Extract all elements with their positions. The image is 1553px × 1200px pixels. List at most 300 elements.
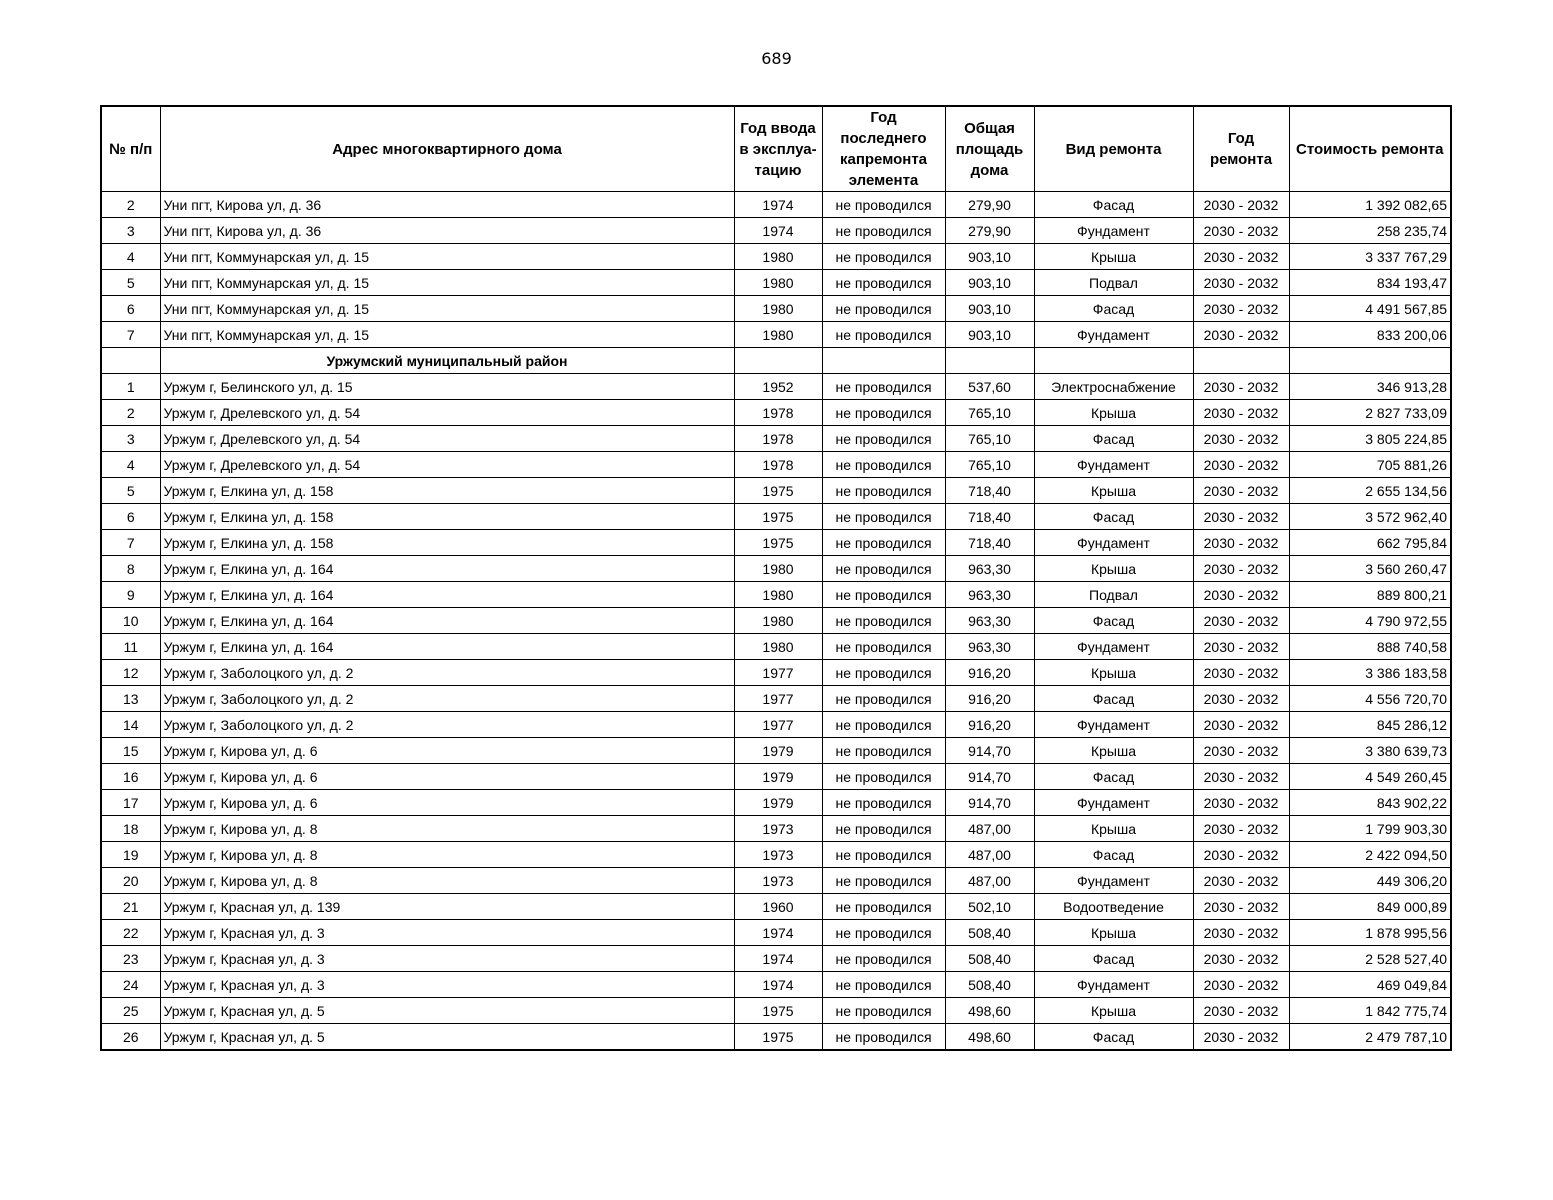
cell-repair-year: 2030 - 2032 [1193, 608, 1289, 634]
cell-year-built: 1973 [734, 842, 822, 868]
cell-area: 765,10 [945, 452, 1034, 478]
table-row [101, 322, 1451, 348]
cell-address: Уржум г, Красная ул, д. 5 [160, 1024, 734, 1051]
cell-year-last-repair: не проводился [822, 426, 945, 452]
cell-num: 6 [101, 504, 160, 530]
cell-cost: 3 380 639,73 [1289, 738, 1451, 764]
cell-cost: 889 800,21 [1289, 582, 1451, 608]
cell-num: 12 [101, 660, 160, 686]
cell-num: 11 [101, 634, 160, 660]
cell-num: 26 [101, 1024, 160, 1051]
header-year-last-repair: Год последнего капремонта элемента [822, 106, 945, 192]
cell-num: 5 [101, 270, 160, 296]
cell-repair-year: 2030 - 2032 [1193, 1024, 1289, 1051]
cell-year-last-repair: не проводился [822, 608, 945, 634]
cell-repair-year: 2030 - 2032 [1193, 530, 1289, 556]
table-row [101, 270, 1451, 296]
cell-repair-year: 2030 - 2032 [1193, 400, 1289, 426]
cell-area: 487,00 [945, 868, 1034, 894]
cell-year-built: 1979 [734, 790, 822, 816]
cell-repair-type: Подвал [1034, 270, 1193, 296]
cell-year-built: 1980 [734, 270, 822, 296]
cell-repair-year: 2030 - 2032 [1193, 920, 1289, 946]
cell-year-built: 1973 [734, 868, 822, 894]
cell-area: 508,40 [945, 946, 1034, 972]
cell-repair-year: 2030 - 2032 [1193, 504, 1289, 530]
cell-address: Уни пгт, Кирова ул, д. 36 [160, 218, 734, 244]
cell-area: 963,30 [945, 556, 1034, 582]
cell-address: Уржум г, Кирова ул, д. 6 [160, 790, 734, 816]
cell-year-built: 1977 [734, 660, 822, 686]
cell-area: 487,00 [945, 842, 1034, 868]
cell-cost: 662 795,84 [1289, 530, 1451, 556]
table-row [101, 582, 1451, 608]
header-repair-year: Год ремонта [1193, 106, 1289, 192]
cell-num: 4 [101, 452, 160, 478]
cell-repair-type: Подвал [1034, 582, 1193, 608]
table-row [101, 400, 1451, 426]
cell-num: 7 [101, 322, 160, 348]
cell-cost: 3 337 767,29 [1289, 244, 1451, 270]
cell-address: Уржум г, Елкина ул, д. 164 [160, 556, 734, 582]
cell-num: 24 [101, 972, 160, 998]
cell-year-last-repair: не проводился [822, 582, 945, 608]
cell-num [101, 348, 160, 374]
cell-year-last-repair: не проводился [822, 400, 945, 426]
cell-cost: 4 549 260,45 [1289, 764, 1451, 790]
header-cost: Стоимость ремонта [1289, 106, 1451, 192]
cell-repair-year: 2030 - 2032 [1193, 322, 1289, 348]
cell-year-last-repair: не проводился [822, 972, 945, 998]
cell-repair-year: 2030 - 2032 [1193, 686, 1289, 712]
cell-repair-year: 2030 - 2032 [1193, 946, 1289, 972]
cell-cost: 849 000,89 [1289, 894, 1451, 920]
cell-num: 21 [101, 894, 160, 920]
cell-area: 718,40 [945, 504, 1034, 530]
cell-repair-year: 2030 - 2032 [1193, 660, 1289, 686]
table-row [101, 504, 1451, 530]
cell-year-last-repair: не проводился [822, 998, 945, 1024]
section-title: Уржумский муниципальный район [160, 348, 734, 374]
cell-cost: 4 790 972,55 [1289, 608, 1451, 634]
cell-year-built: 1975 [734, 478, 822, 504]
cell-address: Уржум г, Кирова ул, д. 8 [160, 842, 734, 868]
cell-repair-type: Фундамент [1034, 790, 1193, 816]
cell-address: Уржум г, Красная ул, д. 3 [160, 946, 734, 972]
cell-cost: 888 740,58 [1289, 634, 1451, 660]
table-row [101, 894, 1451, 920]
table-row [101, 868, 1451, 894]
cell-year-last-repair: не проводился [822, 296, 945, 322]
cell-cost: 3 560 260,47 [1289, 556, 1451, 582]
cell-year-built: 1977 [734, 712, 822, 738]
table-row [101, 530, 1451, 556]
table-row [101, 556, 1451, 582]
table-row [101, 790, 1451, 816]
cell-repair-type: Фасад [1034, 608, 1193, 634]
cell-area: 914,70 [945, 738, 1034, 764]
cell-year-built: 1978 [734, 426, 822, 452]
cell-cost: 469 049,84 [1289, 972, 1451, 998]
cell-repair-type: Фасад [1034, 192, 1193, 218]
cell-area: 963,30 [945, 634, 1034, 660]
cell-repair-type: Крыша [1034, 660, 1193, 686]
section-row [101, 348, 1451, 374]
cell-year-built: 1973 [734, 816, 822, 842]
cell-repair-year: 2030 - 2032 [1193, 478, 1289, 504]
cell-year-last-repair: не проводился [822, 634, 945, 660]
cell-year-last-repair: не проводился [822, 790, 945, 816]
cell-num: 9 [101, 582, 160, 608]
cell-num: 18 [101, 816, 160, 842]
cell-repair-year: 2030 - 2032 [1193, 868, 1289, 894]
cell-cost: 449 306,20 [1289, 868, 1451, 894]
cell-year-built: 1980 [734, 322, 822, 348]
cell-year-last-repair: не проводился [822, 816, 945, 842]
cell-repair-year: 2030 - 2032 [1193, 998, 1289, 1024]
cell-address: Уржум г, Елкина ул, д. 164 [160, 608, 734, 634]
table-row [101, 972, 1451, 998]
cell-year-built: 1979 [734, 738, 822, 764]
cell-num: 17 [101, 790, 160, 816]
cell-cost: 843 902,22 [1289, 790, 1451, 816]
cell-year-last-repair: не проводился [822, 868, 945, 894]
cell-area: 903,10 [945, 296, 1034, 322]
table-row [101, 634, 1451, 660]
cell-area: 718,40 [945, 530, 1034, 556]
cell-year-last-repair: не проводился [822, 218, 945, 244]
cell-repair-type: Фундамент [1034, 634, 1193, 660]
cell-repair-year: 2030 - 2032 [1193, 894, 1289, 920]
cell-area: 498,60 [945, 1024, 1034, 1051]
table-row [101, 452, 1451, 478]
cell-repair-year: 2030 - 2032 [1193, 270, 1289, 296]
cell-repair-type: Фасад [1034, 504, 1193, 530]
table-row [101, 842, 1451, 868]
cell-cost: 3 805 224,85 [1289, 426, 1451, 452]
cell-year-last-repair: не проводился [822, 504, 945, 530]
cell-repair-year: 2030 - 2032 [1193, 842, 1289, 868]
cell-repair-type: Крыша [1034, 738, 1193, 764]
cell-num: 2 [101, 192, 160, 218]
header-year-built: Год ввода в эксплуа-тацию [734, 106, 822, 192]
cell-cost: 705 881,26 [1289, 452, 1451, 478]
cell-year-built: 1960 [734, 894, 822, 920]
cell-area: 718,40 [945, 478, 1034, 504]
cell-year-last-repair: не проводился [822, 192, 945, 218]
cell-num: 5 [101, 478, 160, 504]
cell-area: 508,40 [945, 972, 1034, 998]
cell-num: 8 [101, 556, 160, 582]
cell-cost: 1 842 775,74 [1289, 998, 1451, 1024]
header-num: № п/п [101, 106, 160, 192]
cell-repair-type: Фундамент [1034, 972, 1193, 998]
cell-address: Уржум г, Елкина ул, д. 158 [160, 504, 734, 530]
cell-cost: 2 827 733,09 [1289, 400, 1451, 426]
cell-repair-type: Фасад [1034, 296, 1193, 322]
cell-num: 14 [101, 712, 160, 738]
cell-year-built: 1975 [734, 1024, 822, 1051]
cell-num: 25 [101, 998, 160, 1024]
cell-address: Уржум г, Заболоцкого ул, д. 2 [160, 686, 734, 712]
cell-year-built: 1978 [734, 400, 822, 426]
cell-repair-type: Крыша [1034, 478, 1193, 504]
cell-area: 502,10 [945, 894, 1034, 920]
cell-area: 487,00 [945, 816, 1034, 842]
cell-repair-type: Фундамент [1034, 868, 1193, 894]
cell-cost: 1 799 903,30 [1289, 816, 1451, 842]
cell-repair-type [1034, 348, 1193, 374]
table-row [101, 192, 1451, 218]
cell-cost: 845 286,12 [1289, 712, 1451, 738]
table-row [101, 738, 1451, 764]
table-row [101, 946, 1451, 972]
cell-repair-year: 2030 - 2032 [1193, 816, 1289, 842]
cell-repair-year: 2030 - 2032 [1193, 582, 1289, 608]
cell-num: 3 [101, 426, 160, 452]
cell-year-last-repair: не проводился [822, 270, 945, 296]
cell-address: Уржум г, Дрелевского ул, д. 54 [160, 400, 734, 426]
cell-repair-type: Фасад [1034, 764, 1193, 790]
cell-address: Уржум г, Елкина ул, д. 164 [160, 634, 734, 660]
cell-repair-year: 2030 - 2032 [1193, 738, 1289, 764]
cell-area: 903,10 [945, 270, 1034, 296]
cell-year-last-repair: не проводился [822, 894, 945, 920]
table-row [101, 218, 1451, 244]
cell-repair-type: Фундамент [1034, 322, 1193, 348]
cell-area: 508,40 [945, 920, 1034, 946]
cell-year-built: 1975 [734, 504, 822, 530]
cell-year-built: 1980 [734, 244, 822, 270]
cell-year-built: 1974 [734, 946, 822, 972]
cell-address: Уржум г, Елкина ул, д. 164 [160, 582, 734, 608]
cell-num: 22 [101, 920, 160, 946]
cell-year-built: 1952 [734, 374, 822, 400]
cell-year-built: 1980 [734, 582, 822, 608]
cell-repair-type: Фасад [1034, 1024, 1193, 1051]
cell-year-last-repair: не проводился [822, 842, 945, 868]
cell-repair-type: Крыша [1034, 920, 1193, 946]
cell-repair-type: Фундамент [1034, 452, 1193, 478]
cell-year-last-repair: не проводился [822, 452, 945, 478]
header-area: Общая площадь дома [945, 106, 1034, 192]
cell-repair-year: 2030 - 2032 [1193, 764, 1289, 790]
cell-year-built: 1980 [734, 634, 822, 660]
cell-year-last-repair: не проводился [822, 322, 945, 348]
cell-year-built: 1980 [734, 556, 822, 582]
cell-year-built: 1975 [734, 530, 822, 556]
cell-repair-year: 2030 - 2032 [1193, 192, 1289, 218]
cell-num: 7 [101, 530, 160, 556]
cell-year-last-repair: не проводился [822, 374, 945, 400]
cell-area: 914,70 [945, 764, 1034, 790]
cell-repair-year: 2030 - 2032 [1193, 244, 1289, 270]
cell-num: 13 [101, 686, 160, 712]
table-row [101, 686, 1451, 712]
cell-address: Уни пгт, Коммунарская ул, д. 15 [160, 296, 734, 322]
cell-num: 23 [101, 946, 160, 972]
cell-num: 20 [101, 868, 160, 894]
cell-repair-year: 2030 - 2032 [1193, 972, 1289, 998]
cell-repair-type: Крыша [1034, 998, 1193, 1024]
table-row [101, 998, 1451, 1024]
table-row [101, 296, 1451, 322]
cell-num: 19 [101, 842, 160, 868]
header-address: Адрес многоквартирного дома [160, 106, 734, 192]
cell-num: 10 [101, 608, 160, 634]
cell-num: 6 [101, 296, 160, 322]
cell-address: Уржум г, Красная ул, д. 3 [160, 920, 734, 946]
cell-repair-type: Фасад [1034, 686, 1193, 712]
cell-area: 916,20 [945, 712, 1034, 738]
cell-cost: 346 913,28 [1289, 374, 1451, 400]
cell-address: Уржум г, Кирова ул, д. 6 [160, 738, 734, 764]
cell-num: 16 [101, 764, 160, 790]
cell-area: 279,90 [945, 192, 1034, 218]
cell-repair-year [1193, 348, 1289, 374]
cell-repair-type: Фундамент [1034, 712, 1193, 738]
cell-cost: 2 528 527,40 [1289, 946, 1451, 972]
cell-year-built: 1974 [734, 920, 822, 946]
cell-address: Уржум г, Кирова ул, д. 6 [160, 764, 734, 790]
cell-cost: 1 878 995,56 [1289, 920, 1451, 946]
cell-repair-type: Фасад [1034, 842, 1193, 868]
cell-address: Уржум г, Дрелевского ул, д. 54 [160, 452, 734, 478]
cell-year-last-repair: не проводился [822, 530, 945, 556]
table-body [101, 192, 1451, 1051]
cell-repair-type: Фасад [1034, 426, 1193, 452]
cell-area: 916,20 [945, 686, 1034, 712]
cell-year-built: 1975 [734, 998, 822, 1024]
cell-num: 15 [101, 738, 160, 764]
cell-address: Уни пгт, Коммунарская ул, д. 15 [160, 270, 734, 296]
cell-year-last-repair [822, 348, 945, 374]
table-row [101, 816, 1451, 842]
cell-area [945, 348, 1034, 374]
cell-year-built: 1974 [734, 192, 822, 218]
cell-repair-type: Электроснабжение [1034, 374, 1193, 400]
cell-year-built: 1978 [734, 452, 822, 478]
cell-year-built [734, 348, 822, 374]
cell-repair-year: 2030 - 2032 [1193, 218, 1289, 244]
cell-year-built: 1979 [734, 764, 822, 790]
cell-address: Уржум г, Дрелевского ул, д. 54 [160, 426, 734, 452]
cell-area: 903,10 [945, 322, 1034, 348]
cell-repair-type: Крыша [1034, 556, 1193, 582]
cell-repair-type: Крыша [1034, 400, 1193, 426]
cell-area: 765,10 [945, 400, 1034, 426]
cell-address: Уни пгт, Кирова ул, д. 36 [160, 192, 734, 218]
cell-cost: 833 200,06 [1289, 322, 1451, 348]
cell-address: Уржум г, Кирова ул, д. 8 [160, 868, 734, 894]
cell-cost: 2 422 094,50 [1289, 842, 1451, 868]
cell-cost: 3 572 962,40 [1289, 504, 1451, 530]
cell-year-last-repair: не проводился [822, 946, 945, 972]
cell-cost: 834 193,47 [1289, 270, 1451, 296]
cell-num: 3 [101, 218, 160, 244]
table-row [101, 660, 1451, 686]
cell-year-last-repair: не проводился [822, 712, 945, 738]
cell-address: Уржум г, Елкина ул, д. 158 [160, 478, 734, 504]
cell-repair-type: Фасад [1034, 946, 1193, 972]
cell-num: 1 [101, 374, 160, 400]
cell-repair-type: Крыша [1034, 244, 1193, 270]
cell-cost: 4 556 720,70 [1289, 686, 1451, 712]
cell-address: Уржум г, Заболоцкого ул, д. 2 [160, 660, 734, 686]
cell-year-last-repair: не проводился [822, 478, 945, 504]
table-row [101, 244, 1451, 270]
cell-year-last-repair: не проводился [822, 738, 945, 764]
cell-year-built: 1980 [734, 296, 822, 322]
table-row [101, 608, 1451, 634]
cell-year-built: 1974 [734, 972, 822, 998]
cell-year-last-repair: не проводился [822, 660, 945, 686]
cell-address: Уржум г, Кирова ул, д. 8 [160, 816, 734, 842]
cell-repair-year: 2030 - 2032 [1193, 374, 1289, 400]
cell-area: 914,70 [945, 790, 1034, 816]
cell-address: Уржум г, Заболоцкого ул, д. 2 [160, 712, 734, 738]
page-number: 689 [761, 49, 792, 68]
cell-address: Уржум г, Красная ул, д. 139 [160, 894, 734, 920]
cell-cost: 4 491 567,85 [1289, 296, 1451, 322]
cell-year-built: 1977 [734, 686, 822, 712]
cell-year-last-repair: не проводился [822, 1024, 945, 1051]
cell-cost: 1 392 082,65 [1289, 192, 1451, 218]
table-header-row [101, 106, 1451, 192]
cell-cost: 2 655 134,56 [1289, 478, 1451, 504]
cell-year-last-repair: не проводился [822, 920, 945, 946]
table-row [101, 1024, 1451, 1051]
cell-year-last-repair: не проводился [822, 686, 945, 712]
cell-area: 279,90 [945, 218, 1034, 244]
cell-repair-type: Фундамент [1034, 530, 1193, 556]
cell-address: Уржум г, Елкина ул, д. 158 [160, 530, 734, 556]
cell-cost: 3 386 183,58 [1289, 660, 1451, 686]
cell-cost: 2 479 787,10 [1289, 1024, 1451, 1051]
cell-repair-type: Крыша [1034, 816, 1193, 842]
cell-area: 963,30 [945, 608, 1034, 634]
cell-repair-year: 2030 - 2032 [1193, 790, 1289, 816]
table-row [101, 712, 1451, 738]
cell-address: Уни пгт, Коммунарская ул, д. 15 [160, 322, 734, 348]
cell-year-last-repair: не проводился [822, 764, 945, 790]
cell-address: Уни пгт, Коммунарская ул, д. 15 [160, 244, 734, 270]
header-repair-type: Вид ремонта [1034, 106, 1193, 192]
cell-year-built: 1980 [734, 608, 822, 634]
cell-year-last-repair: не проводился [822, 556, 945, 582]
cell-address: Уржум г, Белинского ул, д. 15 [160, 374, 734, 400]
table-row [101, 426, 1451, 452]
cell-cost [1289, 348, 1451, 374]
cell-repair-type: Фундамент [1034, 218, 1193, 244]
cell-area: 498,60 [945, 998, 1034, 1024]
cell-address: Уржум г, Красная ул, д. 5 [160, 998, 734, 1024]
cell-repair-type: Водоотведение [1034, 894, 1193, 920]
cell-cost: 258 235,74 [1289, 218, 1451, 244]
table-row [101, 374, 1451, 400]
cell-area: 963,30 [945, 582, 1034, 608]
cell-repair-year: 2030 - 2032 [1193, 426, 1289, 452]
cell-repair-year: 2030 - 2032 [1193, 712, 1289, 738]
cell-num: 2 [101, 400, 160, 426]
cell-repair-year: 2030 - 2032 [1193, 452, 1289, 478]
repair-register-table [100, 105, 1452, 1051]
cell-year-built: 1974 [734, 218, 822, 244]
cell-address: Уржум г, Красная ул, д. 3 [160, 972, 734, 998]
cell-area: 765,10 [945, 426, 1034, 452]
cell-repair-year: 2030 - 2032 [1193, 556, 1289, 582]
cell-area: 537,60 [945, 374, 1034, 400]
